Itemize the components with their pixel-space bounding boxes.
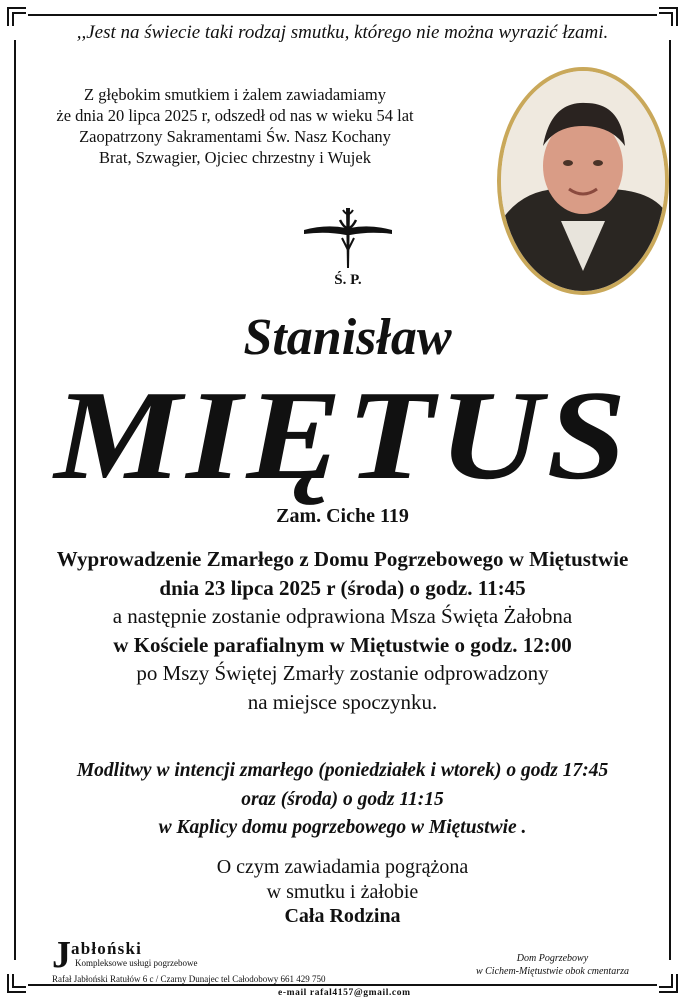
intro-line: że dnia 20 lipca 2025 r, odszedł od nas w wieku 54 lat	[56, 106, 414, 125]
intro-line: Brat, Szwagier, Ojciec chrzestny i Wujek	[99, 148, 371, 167]
company-address: Rafał Jabłoński Ratułów 6 c / Czarny Dunajec tel Całodobowy 661 429 750	[52, 974, 326, 984]
family-signature: Cała Rodzina	[284, 905, 401, 927]
portrait-photo	[501, 71, 665, 291]
initials-label: Ś. P.	[334, 272, 362, 286]
brand-name: abłoński	[71, 939, 143, 958]
corner-ornament	[6, 972, 28, 994]
funeral-home-line: w Cichem-Miętustwie obok cmentarza	[475, 966, 629, 977]
ceremony-line: dnia 23 lipca 2025 r (środa) o godz. 11:45	[159, 575, 526, 600]
portrait-photo-frame	[497, 67, 669, 295]
deceased-first-name: Stanisław	[243, 309, 452, 366]
corner-ornament	[657, 972, 679, 994]
ceremony-line: Wyprowadzenie Zmarłego z Domu Pogrzebowego w Miętustwie	[56, 547, 629, 571]
closing-line: w smutku i żałobie	[266, 880, 419, 903]
company-email: e-mail rafal4157@gmail.com	[278, 988, 411, 998]
closing-notice	[0, 855, 685, 929]
corner-ornament	[6, 6, 28, 28]
ceremony-line: po Mszy Świętej Zmarły zostanie odprowadzony	[136, 661, 549, 685]
funeral-company-logo	[52, 934, 412, 976]
ceremony-line: na miejsce spoczynku.	[247, 689, 438, 714]
company-tagline: Kompleksowe usługi pogrzebowe	[75, 958, 198, 968]
cross-icon	[302, 206, 394, 286]
ceremony-line: w Kościele parafialnym w Miętustwie o godz. 12:00	[113, 632, 572, 657]
frame-bottom-border	[28, 984, 657, 986]
closing-line: O czym zawiadamia pogrążona	[216, 856, 469, 878]
announcement-intro	[40, 84, 430, 168]
intro-line: Zaopatrzony Sakramentami Św. Nasz Kochany	[79, 127, 391, 146]
prayer-line: oraz (środa) o godz 11:15	[241, 788, 444, 810]
brand-initial: J	[52, 934, 71, 976]
deceased-last-name: MIĘTUS	[54, 364, 631, 506]
corner-ornament	[657, 6, 679, 28]
residence-address: Zam. Ciche 119	[276, 505, 409, 527]
prayer-line: Modlitwy w intencji zmarłego (poniedziałek i wtorek) o godz 17:45	[76, 760, 609, 781]
opening-quote: ,,Jest na świecie taki rodzaj smutku, którego nie można wyrazić łzami.	[76, 22, 609, 43]
ceremony-details	[0, 545, 685, 716]
funeral-home-line: Dom Pogrzebowy	[516, 953, 589, 964]
intro-line: Z głębokim smutkiem i żalem zawiadamiamy	[84, 85, 386, 104]
ceremony-line: a następnie zostanie odprawiona Msza Święta Żałobna	[112, 604, 573, 628]
funeral-home-note	[476, 952, 629, 978]
frame-top-border	[28, 14, 657, 16]
prayer-schedule	[0, 757, 685, 843]
prayer-line: w Kaplicy domu pogrzebowego w Miętustwie .	[158, 817, 527, 838]
